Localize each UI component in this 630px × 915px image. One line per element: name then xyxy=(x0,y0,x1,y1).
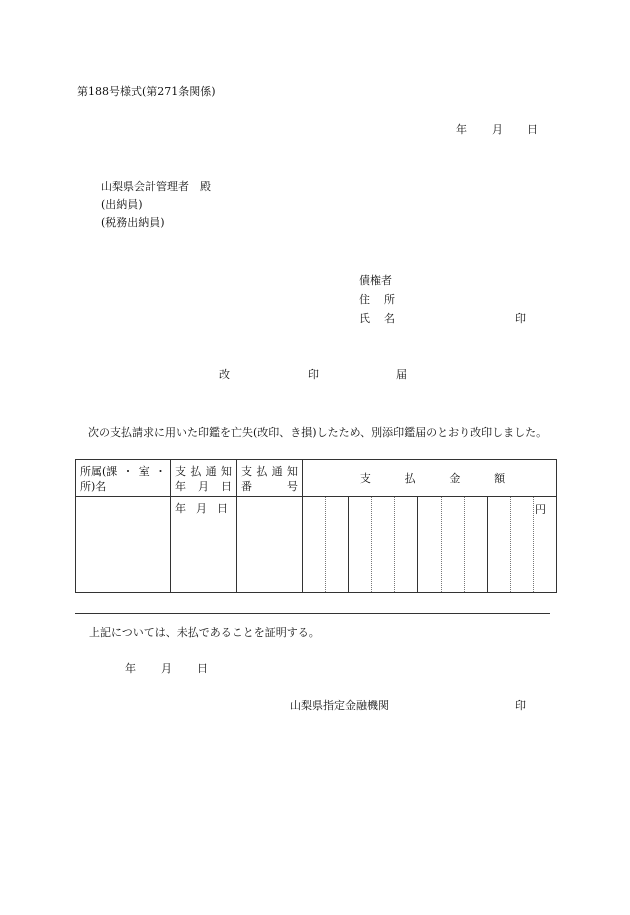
addressee-line: (出納員) xyxy=(101,198,143,211)
payment-table xyxy=(75,459,557,593)
form-number: 第188号様式(第271条関係) xyxy=(77,85,216,98)
creditor-seal: 印 xyxy=(515,312,526,325)
divider-line xyxy=(75,613,550,614)
date-year: 年 xyxy=(456,123,467,136)
cert-day: 日 xyxy=(197,662,208,675)
notice-date-header: 支 払 通 知 年 月 日 xyxy=(171,460,237,497)
dept-header: 所属(課 ・ 室 ・ 所)名 xyxy=(76,460,171,497)
amount-cell[interactable] xyxy=(303,497,557,593)
addressee-line: (税務出納員) xyxy=(101,216,165,229)
certification-text: 上記については、未払であることを証明する。 xyxy=(89,626,320,639)
yen-unit: 円 xyxy=(535,503,546,516)
cert-month: 月 xyxy=(161,662,172,675)
notice-date-cell[interactable]: 年 月 日 xyxy=(171,497,237,593)
amount-header: 支 払 金 額 xyxy=(303,460,557,497)
address-label: 住 所 xyxy=(359,293,395,306)
title-char: 届 xyxy=(396,368,407,381)
date-month: 月 xyxy=(492,123,503,136)
dept-cell[interactable] xyxy=(76,497,171,593)
notice-number-header: 支 払 通 知 番 号 xyxy=(237,460,303,497)
notice-number-cell[interactable] xyxy=(237,497,303,593)
title-char: 改 xyxy=(219,368,230,381)
bank-name: 山梨県指定金融機関 xyxy=(290,699,389,712)
bank-seal: 印 xyxy=(515,699,526,712)
table-row xyxy=(76,497,557,593)
body-text: 次の支払請求に用いた印鑑を亡失(改印、き損)したため、別添印鑑届のとおり改印しました。 xyxy=(88,426,548,439)
cert-year: 年 xyxy=(125,662,136,675)
creditor-label: 債権者 xyxy=(359,274,392,287)
date-day: 日 xyxy=(527,123,538,136)
addressee-line: 山梨県会計管理者 殿 xyxy=(101,180,211,193)
title-char: 印 xyxy=(308,368,319,381)
name-label: 氏 名 xyxy=(359,312,395,325)
table-header-row xyxy=(76,460,557,497)
